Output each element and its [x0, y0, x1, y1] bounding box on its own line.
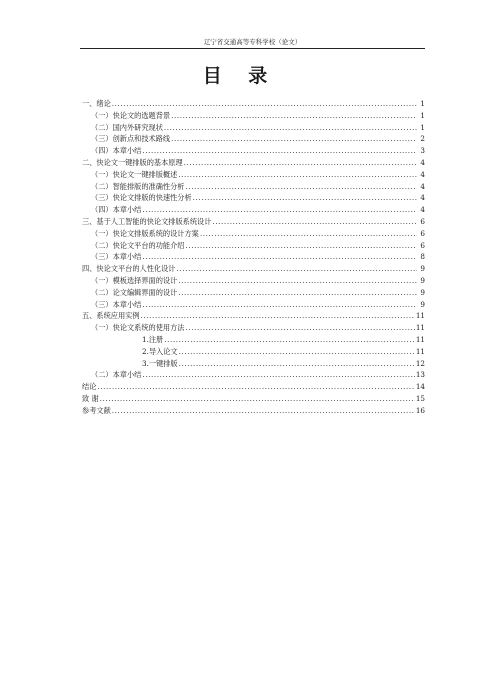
toc-entry-title: 结论	[82, 382, 97, 392]
toc-dot-leader	[178, 169, 417, 181]
toc-entry-page-number: 8	[420, 252, 425, 262]
toc-entry-page-number: 4	[420, 157, 425, 167]
toc-entry[interactable]	[82, 133, 425, 145]
toc-entry[interactable]	[82, 369, 425, 381]
toc-entry[interactable]	[82, 192, 425, 204]
toc-entry-title: （二）智能排版的准确性分析	[91, 181, 185, 191]
toc-entry[interactable]	[82, 122, 425, 134]
toc-dot-leader	[178, 275, 417, 287]
toc-entry-title: （二）国内外研究现状	[91, 122, 163, 132]
toc-entry-title: （四）本章小结	[91, 205, 142, 215]
toc-entry-page-number: 11	[415, 346, 425, 356]
toc-dot-leader	[185, 322, 414, 334]
toc-entry-title: （二）论文编辑界面的设计	[91, 287, 178, 297]
toc-dot-leader	[141, 310, 415, 322]
toc-dot-leader	[142, 299, 417, 311]
toc-dot-leader	[164, 122, 417, 134]
toc-dot-leader	[97, 381, 414, 393]
toc-dot-leader	[176, 263, 417, 275]
header-rule	[80, 48, 425, 49]
toc-entry-page-number: 4	[420, 169, 425, 179]
toc-dot-leader	[200, 228, 417, 240]
toc-entry-title: 一、绪论	[82, 99, 111, 108]
toc-entry-title: （二）本章小结	[91, 370, 142, 380]
toc-entry-page-number: 1	[420, 99, 425, 108]
toc-dot-leader	[179, 358, 415, 370]
toc-entry-page-number: 6	[420, 216, 425, 226]
toc-entry[interactable]	[82, 228, 425, 240]
toc-dot-leader	[212, 216, 417, 228]
toc-entry[interactable]	[82, 358, 425, 370]
toc-entry[interactable]	[82, 181, 425, 193]
toc-entry-page-number: 16	[415, 405, 425, 415]
toc-entry-page-number: 4	[420, 193, 425, 203]
toc-entry-page-number: 13	[415, 370, 425, 380]
toc-entry[interactable]	[82, 240, 425, 252]
toc-entry-title: （三）快论文排版的快速性分析	[91, 193, 192, 203]
toc-entry-title: （三）本章小结	[91, 299, 142, 309]
toc-dot-leader	[193, 192, 417, 204]
toc-dot-leader	[142, 204, 417, 216]
toc-entry[interactable]	[82, 204, 425, 216]
toc-entry[interactable]	[82, 110, 425, 122]
toc-entry[interactable]	[82, 322, 425, 334]
toc-entry[interactable]	[82, 310, 425, 322]
toc-dot-leader	[164, 334, 415, 346]
toc-entry-title: （一）快论文一键排版概述	[91, 169, 178, 179]
toc-entry-title: 致 谢	[82, 393, 99, 403]
toc-entry-page-number: 1	[420, 122, 425, 132]
toc-entry-title: （一）模板选择界面的设计	[91, 275, 178, 285]
toc-entry-title: 1.注册	[142, 334, 164, 344]
page-header: 辽宁省交通高等专科学校（论文）	[203, 38, 302, 46]
toc-dot-leader	[142, 145, 417, 157]
toc-dot-leader	[171, 110, 417, 122]
toc-entry-page-number: 1	[420, 110, 425, 120]
toc-entry-page-number: 2	[420, 134, 425, 144]
toc-entry[interactable]	[82, 275, 425, 287]
toc-entry-page-number: 9	[420, 299, 425, 309]
toc-dot-leader	[185, 181, 417, 193]
toc-entry[interactable]	[82, 405, 425, 417]
toc-entry-title: 二、快论文一键排版的基本原理	[82, 157, 183, 167]
toc-entry-page-number: 11	[415, 311, 425, 321]
toc-entry-title: 3.一键排版	[142, 358, 178, 368]
toc-entry[interactable]	[82, 346, 425, 358]
toc-dot-leader	[142, 369, 415, 381]
toc-entry-page-number: 6	[420, 228, 425, 238]
toc-entry[interactable]	[82, 263, 425, 275]
toc-entry[interactable]	[82, 251, 425, 263]
toc-entry-page-number: 11	[415, 323, 425, 333]
toc-dot-leader	[100, 393, 415, 405]
toc-entry-page-number: 6	[420, 240, 425, 250]
toc-dot-leader	[185, 240, 417, 252]
toc-entry-title: （三）创新点和技术路线	[91, 134, 171, 144]
toc-entry-title: （四）本章小结	[91, 146, 142, 156]
page-title: 目 录	[202, 65, 278, 87]
toc-entry-title: （一）快论文的选题背景	[91, 110, 171, 120]
toc-entry-title: （二）快论文平台的功能介绍	[91, 240, 185, 250]
toc-entry-title: 2.导入论文	[142, 346, 178, 356]
toc-dot-leader	[112, 405, 415, 417]
toc-entry-page-number: 14	[415, 382, 425, 392]
toc-dot-leader	[184, 157, 417, 169]
toc-entry-title: （一）快论文排版系统的设计方案	[91, 228, 199, 238]
toc-entry[interactable]	[82, 157, 425, 169]
toc-dot-leader	[178, 287, 417, 299]
toc-entry[interactable]	[82, 145, 425, 157]
toc-dot-leader	[179, 346, 415, 358]
toc-entry-page-number: 12	[415, 358, 425, 368]
toc-entry-page-number: 9	[420, 287, 425, 297]
toc-entry-title: 三、基于人工智能的快论文排版系统设计	[82, 216, 212, 226]
toc-entry[interactable]	[82, 216, 425, 228]
toc-entry-title: （三）本章小结	[91, 252, 142, 262]
toc-entry[interactable]	[82, 169, 425, 181]
toc-entry-page-number: 9	[420, 264, 425, 274]
toc-entry-page-number: 3	[420, 146, 425, 156]
toc-dot-leader	[142, 251, 417, 263]
toc-entry-page-number: 11	[415, 334, 425, 344]
toc-entry-page-number: 4	[420, 181, 425, 191]
toc-entry-title: 四、快论文平台的人性化设计	[82, 264, 176, 274]
toc-dot-leader	[112, 98, 417, 110]
toc-dot-leader	[171, 133, 417, 145]
toc-entry[interactable]	[82, 98, 425, 110]
toc-entry-title: （一）快论文系统的使用方法	[91, 323, 185, 333]
toc-entry-title: 参考文献	[82, 405, 111, 415]
toc-entry[interactable]	[82, 299, 425, 311]
toc-entry[interactable]	[82, 334, 425, 346]
toc-entry-title: 五、系统应用实例	[82, 311, 140, 321]
toc-entry[interactable]	[82, 381, 425, 393]
toc-entry-page-number: 9	[420, 275, 425, 285]
toc-entry-page-number: 4	[420, 205, 425, 215]
table-of-contents	[82, 98, 425, 417]
toc-entry[interactable]	[82, 287, 425, 299]
toc-entry[interactable]	[82, 393, 425, 405]
toc-entry-page-number: 15	[415, 393, 425, 403]
